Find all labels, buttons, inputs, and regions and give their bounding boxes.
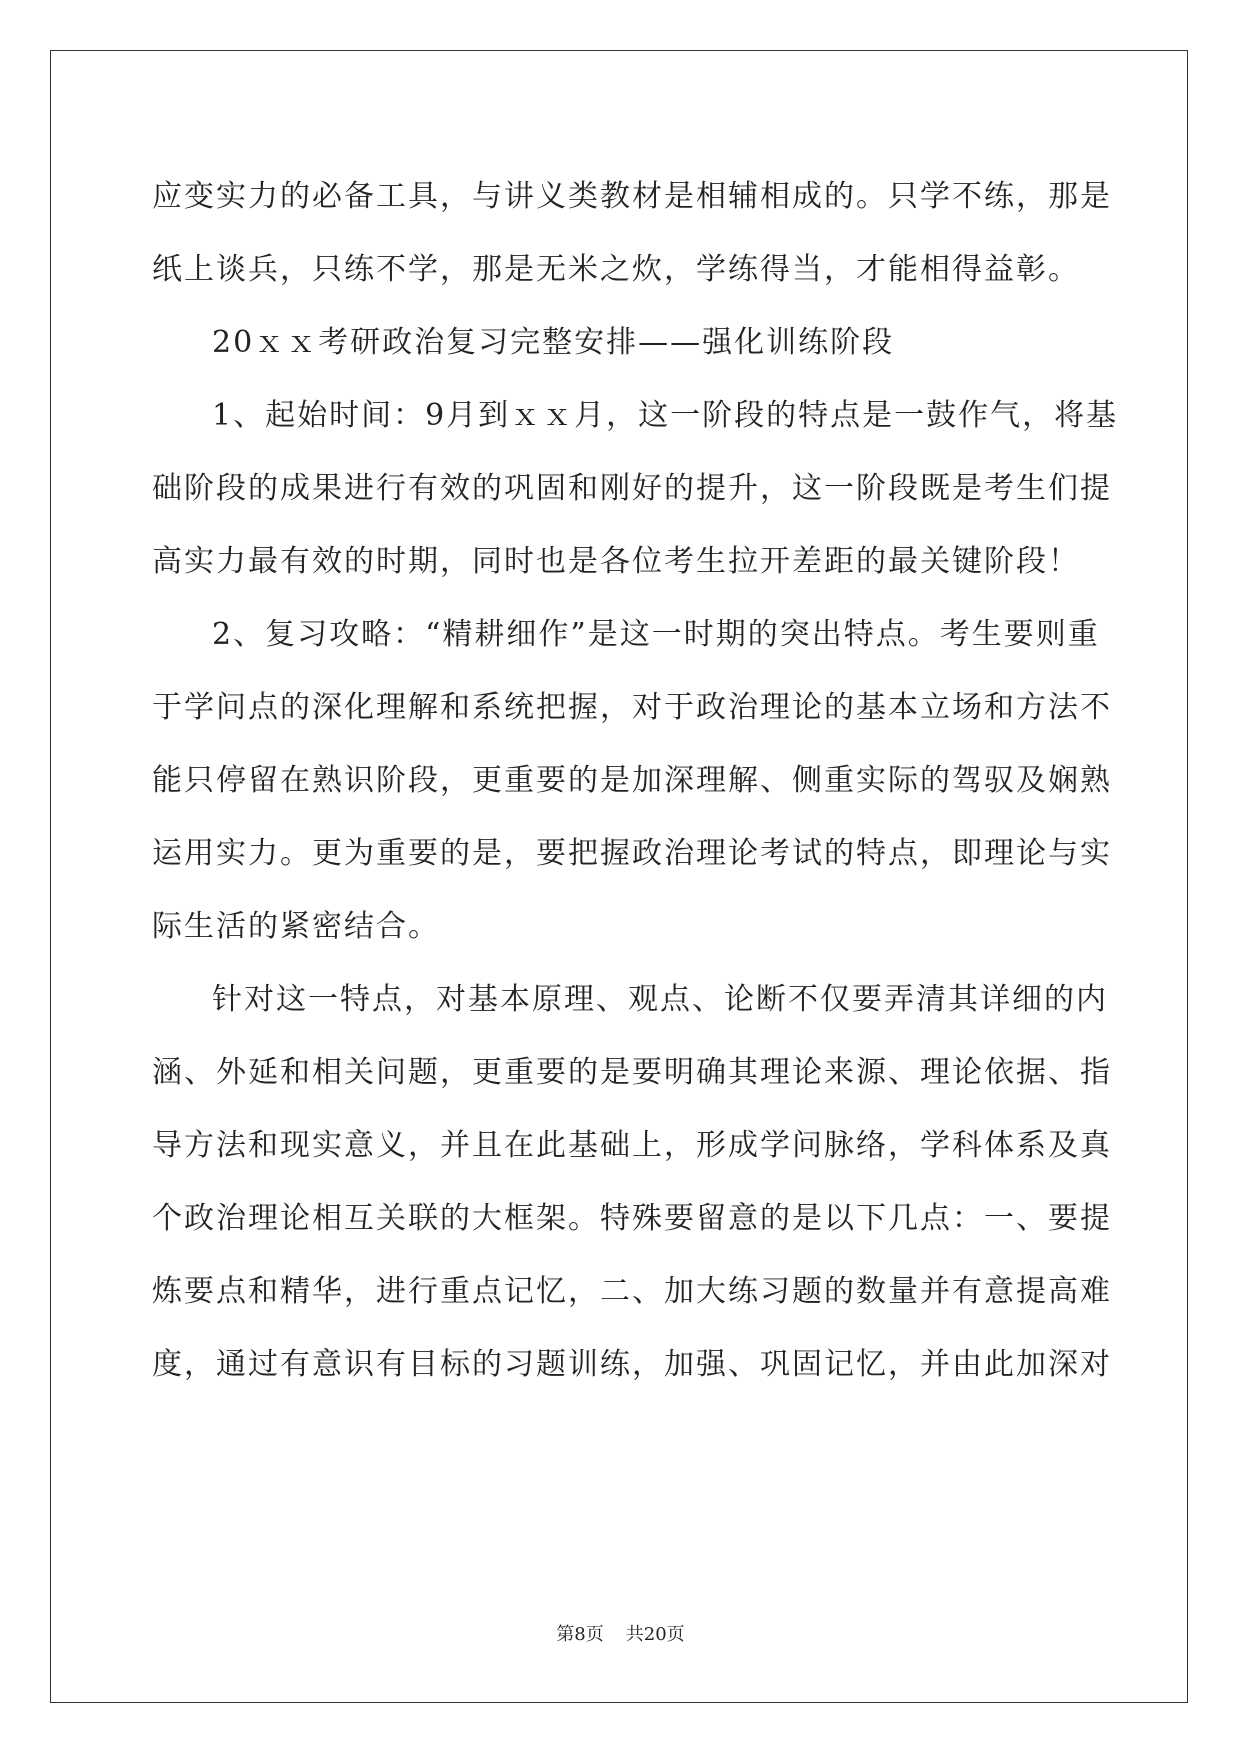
text-line: 应变实力的必备工具，与讲义类教材是相辅相成的。只学不练，那是 [152,179,1112,214]
text-line: 导方法和现实意义，并且在此基础上，形成学问脉络，学科体系及真 [152,1128,1112,1163]
page-number-total: 共20页 [625,1624,685,1645]
text-line: 个政治理论相互关联的大框架。特殊要留意的是以下几点：一、要提 [152,1201,1112,1236]
text-line: 能只停留在熟识阶段，更重要的是加深理解、侧重实际的驾驭及娴熟 [152,763,1112,798]
text-line: 度，通过有意识有目标的习题训练，加强、巩固记忆，并由此加深对 [152,1347,1112,1382]
text-line: 涵、外延和相关问题，更重要的是要明确其理论来源、理论依据、指 [152,1055,1112,1090]
text-line: 运用实力。更为重要的是，要把握政治理论考试的特点，即理论与实 [152,836,1112,871]
section-heading: 20ｘｘ考研政治复习完整安排——强化训练阶段 [212,325,895,360]
text-line: 1、起始时间：9月到ｘｘ月，这一阶段的特点是一鼓作气，将基 [212,398,1119,433]
text-line: 针对这一特点，对基本原理、观点、论断不仅要弄清其详细的内 [212,982,1108,1017]
text-line: 炼要点和精华，进行重点记忆，二、加大练习题的数量并有意提高难 [152,1274,1112,1309]
text-line: 2、复习攻略：“精耕细作”是这一时期的突出特点。考生要则重 [212,617,1100,652]
document-body [152,160,1119,1401]
text-line: 高实力最有效的时期，同时也是各位考生拉开差距的最关键阶段！ [152,544,1080,579]
text-line: 于学问点的深化理解和系统把握，对于政治理论的基本立场和方法不 [152,690,1112,725]
page-footer [0,1620,1241,1646]
text-line: 纸上谈兵，只练不学，那是无米之炊，学练得当，才能相得益彰。 [152,252,1080,287]
text-line: 际生活的紧密结合。 [152,909,440,944]
page-number-current: 第8页 [556,1624,604,1645]
text-line: 础阶段的成果进行有效的巩固和刚好的提升，这一阶段既是考生们提 [152,471,1112,506]
